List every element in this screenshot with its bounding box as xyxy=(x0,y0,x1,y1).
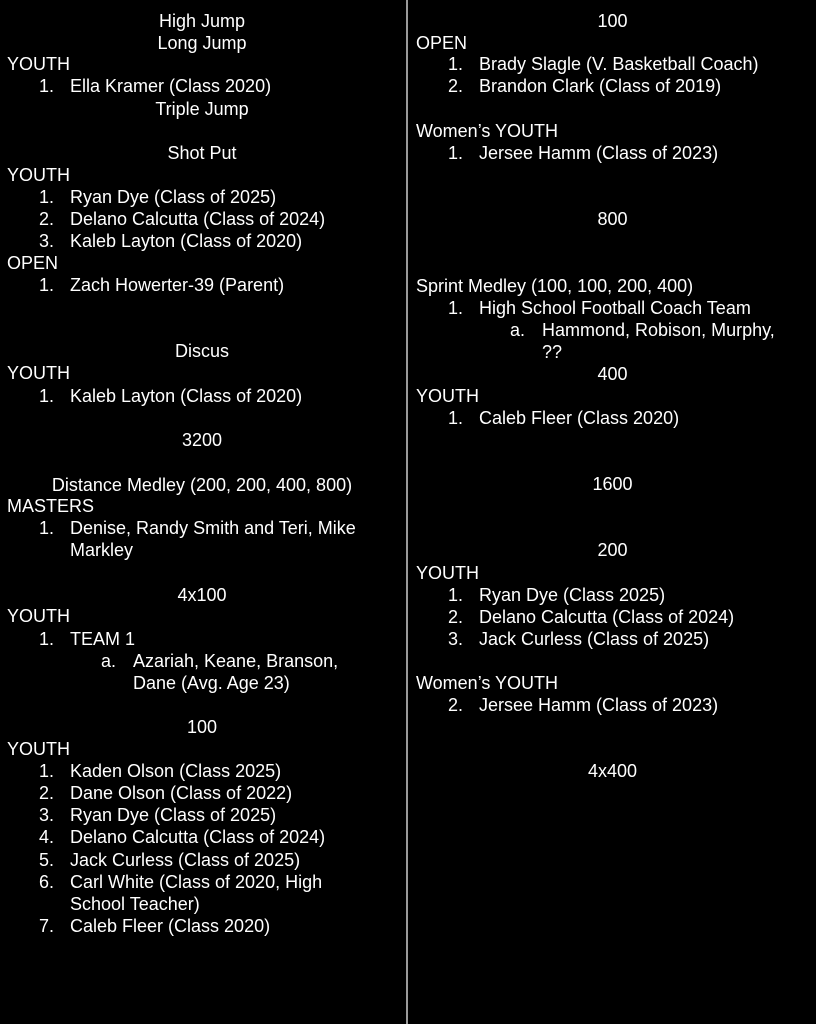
list-number: 1. xyxy=(39,629,55,649)
list-item-text: Ella Kramer (Class 2020) xyxy=(70,76,272,96)
division-label: OPEN xyxy=(7,253,59,273)
event-heading: 800 xyxy=(597,209,628,229)
list-item-continuation: Dane (Avg. Age 23) xyxy=(133,673,290,693)
list-number: 1. xyxy=(448,585,464,605)
list-number: 2. xyxy=(448,76,464,96)
list-item-text: Jack Curless (Class of 2025) xyxy=(70,850,301,870)
list-item-text: Caleb Fleer (Class 2020) xyxy=(479,408,680,428)
division-label: Women’s YOUTH xyxy=(416,121,559,141)
list-number: 1. xyxy=(448,143,464,163)
event-heading: 4x400 xyxy=(587,761,638,781)
division-label: YOUTH xyxy=(416,386,479,406)
list-number: 3. xyxy=(39,805,55,825)
list-number: 1. xyxy=(39,275,55,295)
list-number: 3. xyxy=(448,629,464,649)
list-number: 2. xyxy=(39,209,55,229)
division-label: YOUTH xyxy=(416,563,479,583)
list-item-text: Jersee Hamm (Class of 2023) xyxy=(479,695,719,715)
list-item-text: Denise, Randy Smith and Teri, Mike xyxy=(70,518,356,538)
division-label: YOUTH xyxy=(7,165,70,185)
column-divider xyxy=(406,0,408,1024)
event-heading: 400 xyxy=(597,364,628,384)
list-number: 6. xyxy=(39,872,55,892)
list-number: 3. xyxy=(39,231,55,251)
sub-list-marker: a. xyxy=(510,320,526,340)
sub-list-item-text: Azariah, Keane, Branson, xyxy=(133,651,339,671)
list-item-text: Zach Howerter-39 (Parent) xyxy=(70,275,285,295)
list-number: 7. xyxy=(39,916,55,936)
list-item-text: Kaleb Layton (Class of 2020) xyxy=(70,386,303,406)
division-label: Women’s YOUTH xyxy=(416,673,559,693)
list-item-text: Ryan Dye (Class of 2025) xyxy=(70,187,277,207)
event-heading: Long Jump xyxy=(157,33,247,53)
event-heading: 100 xyxy=(597,11,628,31)
list-number: 2. xyxy=(448,607,464,627)
list-number: 1. xyxy=(39,761,55,781)
event-heading: 1600 xyxy=(592,474,633,494)
list-number: 1. xyxy=(448,54,464,74)
list-number: 5. xyxy=(39,850,55,870)
list-item-continuation: Markley xyxy=(70,540,134,560)
event-heading: Distance Medley (200, 200, 400, 800) xyxy=(51,475,353,495)
list-item-text: Jack Curless (Class of 2025) xyxy=(479,629,710,649)
list-number: 1. xyxy=(448,408,464,428)
list-item-continuation: ?? xyxy=(542,342,563,362)
list-item-text: Delano Calcutta (Class of 2024) xyxy=(70,209,326,229)
event-heading: Discus xyxy=(174,341,229,361)
list-number: 4. xyxy=(39,827,55,847)
list-item-text: Delano Calcutta (Class of 2024) xyxy=(70,827,326,847)
list-number: 1. xyxy=(448,298,464,318)
event-heading: High Jump xyxy=(158,11,246,31)
sub-list-marker: a. xyxy=(101,651,117,671)
list-item-text: Kaden Olson (Class 2025) xyxy=(70,761,282,781)
event-heading: Shot Put xyxy=(167,143,237,163)
list-number: 1. xyxy=(39,386,55,406)
list-item-text: Brady Slagle (V. Basketball Coach) xyxy=(479,54,759,74)
division-label: MASTERS xyxy=(7,496,95,516)
list-item-continuation: School Teacher) xyxy=(70,894,200,914)
list-item-text: Kaleb Layton (Class of 2020) xyxy=(70,231,303,251)
division-label: YOUTH xyxy=(7,54,70,74)
division-label: Sprint Medley (100, 100, 200, 400) xyxy=(416,276,694,296)
list-item-text: Dane Olson (Class of 2022) xyxy=(70,783,293,803)
division-label: YOUTH xyxy=(7,739,70,759)
division-label: YOUTH xyxy=(7,606,70,626)
list-item-text: Caleb Fleer (Class 2020) xyxy=(70,916,271,936)
list-number: 2. xyxy=(448,695,464,715)
list-number: 1. xyxy=(39,518,55,538)
event-heading: 4x100 xyxy=(177,585,227,605)
list-item-text: Ryan Dye (Class of 2025) xyxy=(70,805,277,825)
list-item-text: Delano Calcutta (Class of 2024) xyxy=(479,607,735,627)
division-label: OPEN xyxy=(416,33,468,53)
list-item-text: Carl White (Class of 2020, High xyxy=(70,872,323,892)
list-item-text: Brandon Clark (Class of 2019) xyxy=(479,76,722,96)
list-item-text: Ryan Dye (Class 2025) xyxy=(479,585,666,605)
list-item-text: High School Football Coach Team xyxy=(479,298,751,318)
list-item-text: TEAM 1 xyxy=(70,629,136,649)
list-number: 1. xyxy=(39,76,55,96)
event-heading: Triple Jump xyxy=(155,99,249,119)
list-item-text: Jersee Hamm (Class of 2023) xyxy=(479,143,719,163)
sub-list-item-text: Hammond, Robison, Murphy, xyxy=(542,320,775,340)
division-label: YOUTH xyxy=(7,363,70,383)
event-heading: 100 xyxy=(186,717,218,737)
event-heading: 200 xyxy=(597,540,628,560)
event-heading: 3200 xyxy=(181,430,223,450)
list-number: 2. xyxy=(39,783,55,803)
list-number: 1. xyxy=(39,187,55,207)
